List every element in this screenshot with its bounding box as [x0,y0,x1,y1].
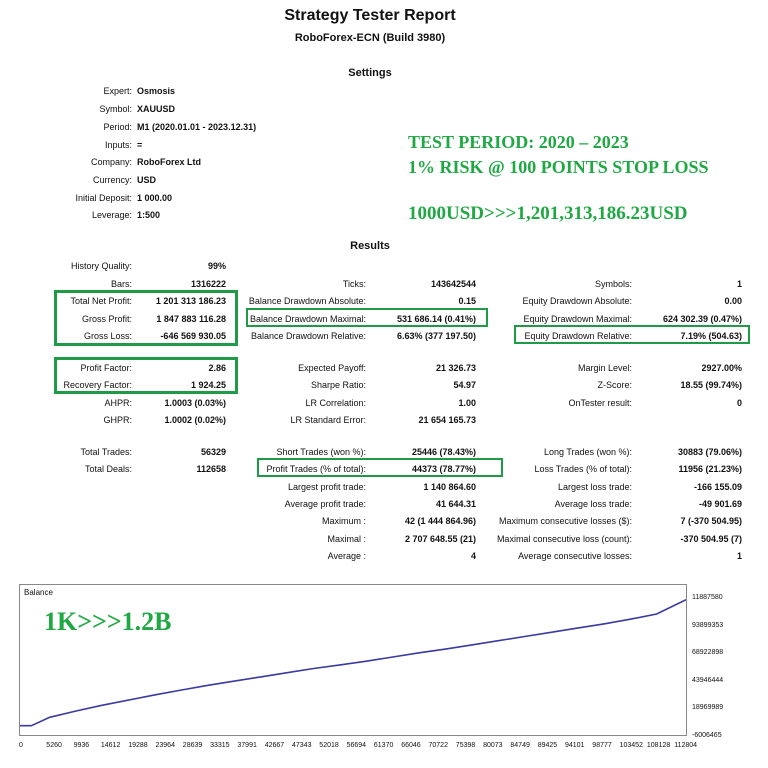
settings-heading: Settings [348,67,392,79]
results-col1-label: GHPR: [103,415,132,425]
results-col3-value: 18.55 (99.74%) [680,380,742,390]
results-col2-label: Balance Drawdown Absolute: [248,296,366,306]
balance-series-line [20,600,686,726]
settings-label: Period: [103,122,132,132]
results-col2-label: Balance Drawdown Maximal: [249,314,366,324]
results-col3-label: Maximum consecutive losses ($): [498,516,632,526]
x-tick-label: 70722 [428,742,448,749]
results-col2-label: Expected Payoff: [298,363,366,373]
results-col2-value: 21 326.73 [435,363,476,373]
y-tick-label: -6006465 [692,732,722,739]
settings-label: Currency: [92,175,132,185]
results-col2-value: 41 644.31 [435,499,476,509]
settings-value: M1 (2020.01.01 - 2023.12.31) [137,122,257,132]
results-col2-label: Largest profit trade: [287,482,366,492]
results-col2-value: 4 [470,551,476,561]
x-tick-label: 80073 [483,742,503,749]
settings-value: XAUUSD [137,104,176,114]
x-tick-label: 37991 [237,742,257,749]
settings-value: RoboForex Ltd [137,157,201,167]
results-col3-label: Long Trades (won %): [543,447,632,457]
results-col1-value: 1316222 [190,279,226,289]
results-heading: Results [350,240,390,252]
x-tick-label: 23964 [155,742,175,749]
results-col2-value: 531 686.14 (0.41%) [396,314,476,324]
overlay-risk: 1% RISK @ 100 POINTS STOP LOSS [408,157,709,177]
results-col2-label: Short Trades (won %): [276,447,366,457]
results-col2-value: 0.15 [458,296,476,306]
results-col2-label: Sharpe Ratio: [310,380,366,390]
results-col3-value: 0 [736,398,742,408]
results-col3-value: 30883 (79.06%) [677,447,742,457]
settings-value: USD [137,175,157,185]
x-tick-label: 33315 [210,742,230,749]
results-col1-value: 56329 [200,447,226,457]
x-tick-label: 98777 [592,742,612,749]
results-col3-value: 2927.00% [701,363,742,373]
overlay-result: 1000USD>>>1,201,313,186.23USD [408,203,688,224]
results-col1-label: Gross Loss: [83,331,132,341]
x-tick-label: 0 [19,742,23,749]
results-col1-value: -646 569 930.05 [160,331,226,341]
results-col3-label: Equity Drawdown Relative: [524,331,632,341]
results-col1-label: History Quality: [70,261,132,271]
results-col2-value: 42 (1 444 864.96) [404,516,476,526]
settings-value: Osmosis [137,86,176,96]
results-col3-value: 1 [736,279,742,289]
highlight-profit-trades [257,458,503,477]
y-tick-label: 68922898 [692,649,724,656]
x-tick-label: 42667 [264,742,285,749]
settings-value: 1:500 [137,210,161,220]
x-tick-label: 28639 [182,742,203,749]
results-col3-value: 1 [736,551,742,561]
results-col1-label: Bars: [110,279,132,289]
results-col1-label: AHPR: [104,398,132,408]
results-col2-label: Profit Trades (% of total): [266,464,366,474]
results-col3-value: -49 901.69 [698,499,742,509]
results-col1-value: 1.0003 (0.03%) [164,398,226,408]
results-col2-label: Average profit trade: [284,499,366,509]
settings-value: 1 000.00 [137,193,173,203]
highlight-balance-drawdown [246,308,488,327]
chart-caption: 1K>>>1.2B [44,607,172,636]
x-tick-label: 61370 [373,742,394,749]
results-col1-label: Profit Factor: [80,363,132,373]
chart-title: Balance [24,588,53,597]
x-tick-label: 14612 [100,742,121,749]
y-tick-label: 93899353 [692,622,724,629]
balance-line-svg [20,585,686,735]
results-col1-value: 112658 [196,464,226,474]
results-col3-value: 11956 (21.23%) [678,464,742,474]
results-col1-value: 1.0002 (0.02%) [164,415,226,425]
results-col1-label: Recovery Factor: [63,380,132,390]
results-col2-value: 143642544 [430,279,476,289]
x-tick-label: 108128 [646,742,671,749]
settings-label: Expert: [103,86,132,96]
results-col2-label: LR Standard Error: [290,415,366,425]
results-col1-label: Gross Profit: [81,314,132,324]
x-tick-label: 103452 [619,742,643,749]
results-col3-label: Margin Level: [577,363,632,373]
settings-value: = [137,140,143,150]
results-col2-value: 2 707 648.55 (21) [404,534,476,544]
settings-label: Leverage: [91,210,132,220]
results-col1-value: 1 924.25 [190,380,226,390]
balance-chart [19,584,687,736]
results-col1-value: 2.86 [208,363,226,373]
report-title: Strategy Tester Report [284,7,456,24]
results-col2-label: Average : [327,551,366,561]
x-tick-label: 75398 [455,742,476,749]
highlight-equity-drawdown [514,325,750,344]
results-col2-label: Maximum : [321,516,366,526]
y-tick-label: 18969989 [692,704,724,711]
results-col1-label: Total Trades: [80,447,132,457]
x-tick-label: 5260 [46,742,62,749]
results-col1-label: Total Deals: [84,464,132,474]
x-tick-label: 84749 [510,742,530,749]
overlay-test-period: TEST PERIOD: 2020 – 2023 [408,132,629,152]
results-col3-label: Z-Score: [597,380,632,390]
x-tick-label: 9936 [73,742,90,749]
results-col2-value: 54.97 [453,380,476,390]
settings-label: Initial Deposit: [75,193,132,203]
results-col2-value: 6.63% (377 197.50) [396,331,476,341]
results-col2-value: 44373 (78.77%) [411,464,476,474]
x-tick-label: 19288 [128,742,148,749]
x-tick-label: 66046 [401,742,421,749]
results-col2-label: LR Correlation: [305,398,366,408]
x-tick-label: 94101 [565,742,585,749]
results-col1-value: 1 201 313 186.23 [155,296,226,306]
results-col3-value: 7 (-370 504.95) [680,516,742,526]
settings-label: Company: [90,157,132,167]
highlight-profit-box [54,290,238,346]
results-col3-label: Loss Trades (% of total): [534,464,632,474]
report-subtitle: RoboForex-ECN (Build 3980) [294,32,446,44]
results-col3-value: 624 302.39 (0.47%) [662,314,742,324]
results-col3-label: Average consecutive losses: [518,551,632,561]
results-col3-label: Largest loss trade: [557,482,632,492]
results-col2-label: Ticks: [342,279,366,289]
x-tick-label: 56694 [346,742,367,749]
y-tick-label: 11887580 [692,594,723,601]
results-col1-value: 1 847 883 116.28 [156,314,226,324]
x-tick-label: 112804 [674,742,698,749]
highlight-factor-box [54,357,238,394]
x-tick-label: 47343 [292,742,312,749]
results-col3-value: -166 155.09 [693,482,742,492]
results-col3-label: Average loss trade: [554,499,632,509]
results-col2-value: 21 654 165.73 [418,415,476,425]
settings-label: Symbol: [99,104,132,114]
results-col2-label: Maximal : [327,534,366,544]
settings-label: Inputs: [104,140,132,150]
results-col2-label: Balance Drawdown Relative: [250,331,366,341]
y-tick-label: 43946444 [692,677,724,684]
results-col2-value: 1 140 864.60 [423,482,476,492]
results-col3-label: OnTester result: [568,398,632,408]
results-col3-value: 7.19% (504.63) [680,331,742,341]
results-col3-label: Symbols: [594,279,632,289]
x-tick-label: 89425 [537,742,558,749]
results-col2-value: 1.00 [458,398,476,408]
results-col3-label: Maximal consecutive loss (count): [496,534,632,544]
results-col3-value: -370 504.95 (7) [680,534,742,544]
results-col3-value: 0.00 [724,296,742,306]
results-col1-value: 99% [207,261,226,271]
results-col2-value: 25446 (78.43%) [411,447,476,457]
x-tick-label: 52018 [319,742,339,749]
results-col3-label: Equity Drawdown Absolute: [522,296,632,306]
results-col3-label: Equity Drawdown Maximal: [523,314,632,324]
results-col1-label: Total Net Profit: [70,296,132,306]
